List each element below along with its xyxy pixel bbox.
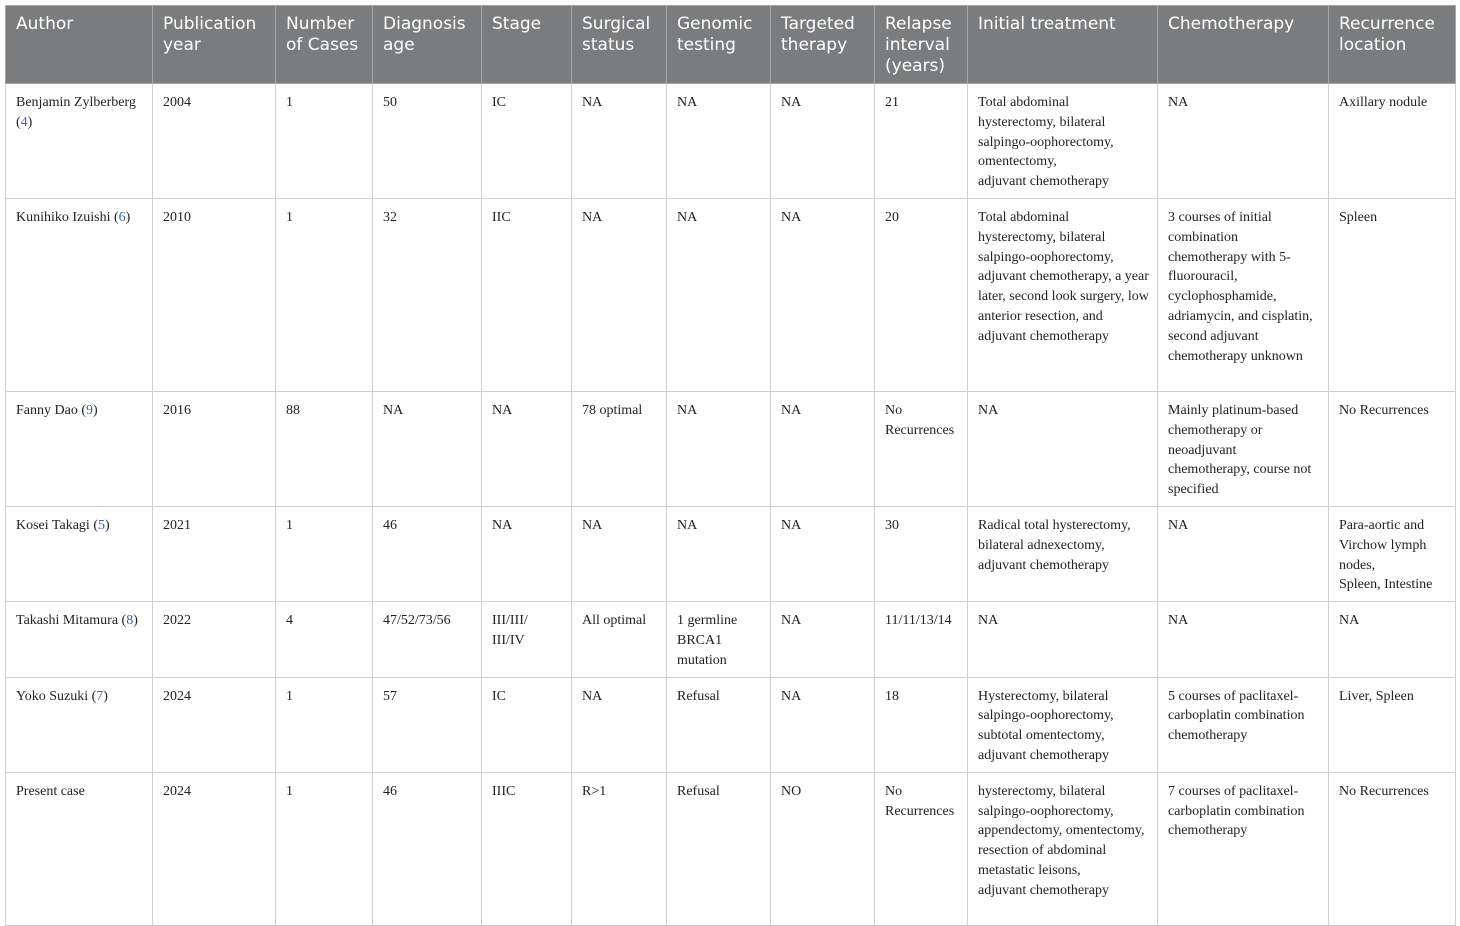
chemotherapy-cell: NA	[1158, 84, 1329, 199]
relapse-interval-cell: No Recurrences	[875, 391, 968, 506]
surgical-status-cell: R>1	[572, 772, 667, 925]
relapse-interval-cell: 20	[875, 198, 968, 391]
targeted-therapy-cell: NA	[771, 602, 875, 677]
publication-year-cell: 2004	[153, 84, 276, 199]
chemotherapy-cell: NA	[1158, 602, 1329, 677]
relapse-interval-cell: 30	[875, 506, 968, 601]
relapse-interval-cell: No Recurrences	[875, 772, 968, 925]
table-row	[6, 84, 1456, 199]
number-of-cases-cell: 1	[276, 772, 373, 925]
reference-link[interactable]: 7	[96, 688, 104, 704]
diagnosis-age-cell: 47/52/73/56	[373, 602, 482, 677]
table-row	[6, 772, 1456, 925]
number-of-cases-cell: 1	[276, 84, 373, 199]
targeted-therapy-cell: NA	[771, 198, 875, 391]
initial-treatment-cell: NA	[968, 391, 1158, 506]
stage-cell: IIC	[482, 198, 572, 391]
initial-treatment-cell: Hysterectomy, bilateral salpingo-oophorectomy, subtotal omentectomy, adjuvant chemotherapy	[968, 677, 1158, 772]
table-row	[6, 198, 1456, 391]
number-of-cases-cell: 88	[276, 391, 373, 506]
header-number-of-cases: Number of Cases	[276, 6, 373, 84]
table-row	[6, 391, 1456, 506]
chemotherapy-cell: 3 courses of initial combination chemotherapy with 5-fluorouracil, cyclophosphamide, adriamycin, and cisplatin, second adjuvant chemotherapy unknown	[1158, 198, 1329, 391]
chemotherapy-cell: 5 courses of paclitaxel-carboplatin combination chemotherapy	[1158, 677, 1329, 772]
recurrence-location-cell: Liver, Spleen	[1329, 677, 1456, 772]
header-stage: Stage	[482, 6, 572, 84]
header-initial-treatment: Initial treatment	[968, 6, 1158, 84]
surgical-status-cell: NA	[572, 677, 667, 772]
recurrence-location-cell: No Recurrences	[1329, 772, 1456, 925]
recurrence-location-cell: Para-aortic and Virchow lymph nodes, Spleen, Intestine	[1329, 506, 1456, 601]
author-cell: Kosei Takagi (5)	[6, 506, 153, 601]
genomic-testing-cell: NA	[667, 84, 771, 199]
author-cell: Fanny Dao (9)	[6, 391, 153, 506]
surgical-status-cell: All optimal	[572, 602, 667, 677]
genomic-testing-cell: Refusal	[667, 772, 771, 925]
diagnosis-age-cell: 46	[373, 772, 482, 925]
table-row	[6, 677, 1456, 772]
initial-treatment-cell: hysterectomy, bilateral salpingo-oophorectomy, appendectomy, omentectomy, resection of abdominal metastatic leisons, adjuvant chemotherapy	[968, 772, 1158, 925]
genomic-testing-cell: Refusal	[667, 677, 771, 772]
genomic-testing-cell: NA	[667, 506, 771, 601]
stage-cell: IC	[482, 84, 572, 199]
author-name: Takashi Mitamura	[16, 613, 119, 629]
publication-year-cell: 2024	[153, 677, 276, 772]
diagnosis-age-cell: 32	[373, 198, 482, 391]
surgical-status-cell: 78 optimal	[572, 391, 667, 506]
targeted-therapy-cell: NO	[771, 772, 875, 925]
stage-cell: NA	[482, 391, 572, 506]
stage-cell: III/III/ III/IV	[482, 602, 572, 677]
header-surgical-status: Surgical status	[572, 6, 667, 84]
number-of-cases-cell: 4	[276, 602, 373, 677]
genomic-testing-cell: NA	[667, 198, 771, 391]
surgical-status-cell: NA	[572, 506, 667, 601]
table-row	[6, 602, 1456, 677]
initial-treatment-cell: Total abdominal hysterectomy, bilateral salpingo-oophorectomy, omentectomy, adjuvant chemotherapy	[968, 84, 1158, 199]
relapse-interval-cell: 21	[875, 84, 968, 199]
targeted-therapy-cell: NA	[771, 84, 875, 199]
diagnosis-age-cell: NA	[373, 391, 482, 506]
reference-link[interactable]: 4	[20, 114, 28, 130]
recurrence-location-cell: Spleen	[1329, 198, 1456, 391]
recurrence-location-cell: No Recurrences	[1329, 391, 1456, 506]
targeted-therapy-cell: NA	[771, 677, 875, 772]
targeted-therapy-cell: NA	[771, 506, 875, 601]
author-name: Fanny Dao	[16, 402, 78, 418]
publication-year-cell: 2022	[153, 602, 276, 677]
number-of-cases-cell: 1	[276, 506, 373, 601]
author-name: Kunihiko Izuishi	[16, 209, 111, 225]
author-cell: Kunihiko Izuishi (6)	[6, 198, 153, 391]
reference-link[interactable]: 9	[86, 402, 93, 418]
table-row	[6, 506, 1456, 601]
surgical-status-cell: NA	[572, 198, 667, 391]
stage-cell: IIIC	[482, 772, 572, 925]
surgical-status-cell: NA	[572, 84, 667, 199]
author-name: Yoko Suzuki	[16, 688, 89, 704]
author-name: Present case	[16, 783, 85, 799]
relapse-interval-cell: 18	[875, 677, 968, 772]
initial-treatment-cell: NA	[968, 602, 1158, 677]
author-cell: Takashi Mitamura (8)	[6, 602, 153, 677]
reference-link[interactable]: 6	[118, 209, 126, 225]
publication-year-cell: 2016	[153, 391, 276, 506]
genomic-testing-cell: 1 germline BRCA1 mutation	[667, 602, 771, 677]
number-of-cases-cell: 1	[276, 198, 373, 391]
recurrence-location-cell: Axillary nodule	[1329, 84, 1456, 199]
author-cell: Benjamin Zylberberg (4)	[6, 84, 153, 199]
stage-cell: IC	[482, 677, 572, 772]
author-name: Benjamin Zylberberg	[16, 95, 136, 110]
header-diagnosis-age: Diagnosis age	[373, 6, 482, 84]
initial-treatment-cell: Radical total hysterectomy, bilateral adnexectomy, adjuvant chemotherapy	[968, 506, 1158, 601]
header-publication-year: Publication year	[153, 6, 276, 84]
author-name: Kosei Takagi	[16, 517, 90, 533]
author-cell: Yoko Suzuki (7)	[6, 677, 153, 772]
header-author: Author	[6, 6, 153, 84]
publication-year-cell: 2010	[153, 198, 276, 391]
author-cell	[6, 772, 153, 925]
initial-treatment-cell: Total abdominal hysterectomy, bilateral salpingo-oophorectomy, adjuvant chemotherapy, a year later, second look surgery, low anterior resection, and adjuvant chemotherapy	[968, 198, 1158, 391]
reference-link[interactable]: 5	[97, 517, 105, 533]
header-relapse-interval: Relapse interval (years)	[875, 6, 968, 84]
diagnosis-age-cell: 46	[373, 506, 482, 601]
reference-link[interactable]: 8	[126, 613, 134, 629]
header-chemotherapy: Chemotherapy	[1158, 6, 1329, 84]
publication-year-cell: 2024	[153, 772, 276, 925]
chemotherapy-cell: 7 courses of paclitaxel-carboplatin combination chemotherapy	[1158, 772, 1329, 925]
chemotherapy-cell: NA	[1158, 506, 1329, 601]
stage-cell: NA	[482, 506, 572, 601]
header-recurrence-location: Recurrence location	[1329, 6, 1456, 84]
targeted-therapy-cell: NA	[771, 391, 875, 506]
header-genomic-testing: Genomic testing	[667, 6, 771, 84]
chemotherapy-cell: Mainly platinum-based chemotherapy or neoadjuvant chemotherapy, course not specified	[1158, 391, 1329, 506]
diagnosis-age-cell: 50	[373, 84, 482, 199]
literature-table	[5, 5, 1456, 926]
number-of-cases-cell: 1	[276, 677, 373, 772]
relapse-interval-cell: 11/11/13/14	[875, 602, 968, 677]
publication-year-cell: 2021	[153, 506, 276, 601]
header-row	[6, 6, 1456, 84]
genomic-testing-cell: NA	[667, 391, 771, 506]
recurrence-location-cell: NA	[1329, 602, 1456, 677]
diagnosis-age-cell: 57	[373, 677, 482, 772]
header-targeted-therapy: Targeted therapy	[771, 6, 875, 84]
